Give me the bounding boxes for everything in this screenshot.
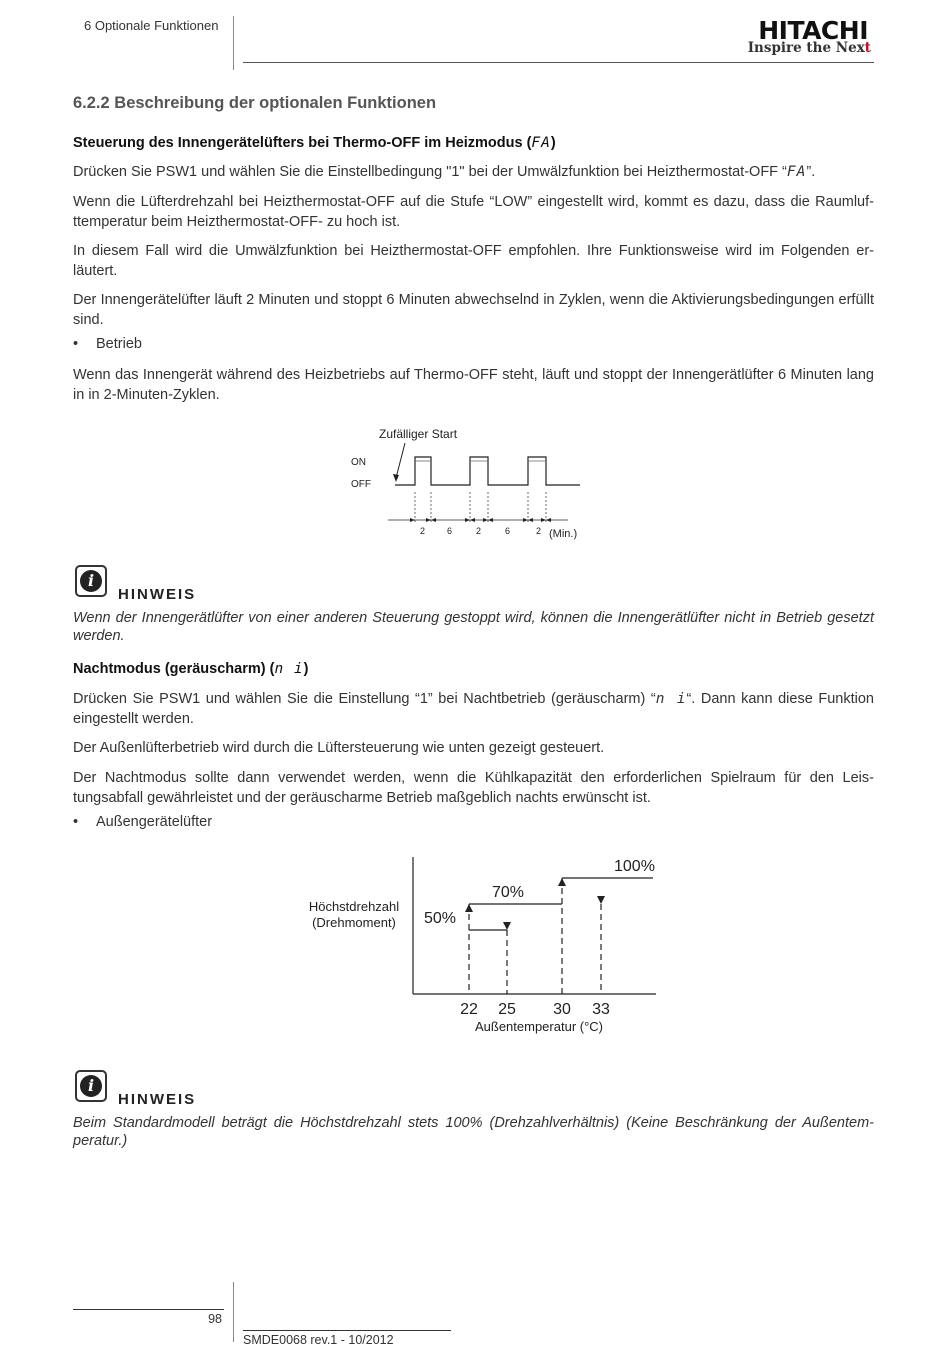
footer-rule-left bbox=[73, 1309, 224, 1310]
start-arrowhead bbox=[393, 474, 399, 482]
fan-paragraph-3: In diesem Fall wird die Umwälzfunktion bei Heizthermostat-OFF empfohlen. Ihre Funktionsweise wird im Folgenden erläutert. bbox=[73, 243, 874, 279]
bullet-item: • Außengerätelüfter bbox=[73, 814, 213, 830]
threshold-lines bbox=[469, 878, 601, 994]
header-section-title: 6 Optionale Funktionen bbox=[84, 18, 219, 33]
x-tick-label: 30 bbox=[553, 1001, 571, 1018]
brand-logo: HITACHI bbox=[758, 16, 868, 45]
display-code: n i bbox=[655, 691, 687, 707]
off-label: OFF bbox=[351, 479, 371, 490]
unit-label: (Min.) bbox=[549, 528, 578, 540]
timing-diagram bbox=[340, 420, 600, 545]
note-title: HINWEIS bbox=[118, 586, 197, 603]
header-rule bbox=[243, 62, 874, 63]
fan-paragraph-1: Drücken Sie PSW1 und wählen Sie die Einstellbedingung "1" bei der Umwälzfunktion bei Heizthermostat-OFF “FA”. bbox=[73, 164, 816, 180]
x-tick-label: 22 bbox=[460, 1001, 478, 1018]
note-title: HINWEIS bbox=[118, 1091, 197, 1108]
fan-speed-step-chart bbox=[300, 850, 670, 1040]
night-paragraph-3: Der Nachtmodus sollte dann verwendet werden, wenn die Kühlkapazität den erforderlichen Spielraum für den Leistungsabfall gewährleistet und der geräuscharme Betrieb maßgeblich nachts erwünscht ist. bbox=[73, 770, 874, 806]
fan-paragraph-2: Wenn die Lüfterdrehzahl bei Heizthermostat-OFF auf die Stufe “LOW” eingestellt wird, kommt es dazu, dass die Raumlufttemperatur beim Heizthermostat-OFF- zu hoch ist. bbox=[73, 194, 874, 230]
night-section-heading: Nachtmodus (geräuscharm) (n i) bbox=[73, 661, 309, 677]
fan-section-heading: Steuerung des Innengerätelüfters bei Thermo-OFF im Heizmodus (FA) bbox=[73, 135, 556, 151]
header-divider bbox=[233, 16, 234, 70]
footer-divider bbox=[233, 1282, 234, 1342]
fan-paragraph-5: Wenn das Innengerät während des Heizbetriebs auf Thermo-OFF steht, läuft und stoppt der Innengerätlüfter 6 Minuten lang in in 2-Minuten-Zyklen. bbox=[73, 367, 874, 403]
level-label: 50% bbox=[424, 910, 457, 927]
footer-rule-right bbox=[243, 1330, 451, 1331]
bullet-item: • Betrieb bbox=[73, 336, 142, 352]
display-code: FA bbox=[786, 164, 807, 180]
display-code: n i bbox=[274, 661, 304, 677]
info-icon: i bbox=[75, 565, 107, 597]
x-axis-label: Außentemperatur (°C) bbox=[474, 1019, 604, 1034]
interval-label: 2 bbox=[420, 526, 426, 536]
random-start-label: Zufälliger Start bbox=[379, 427, 458, 441]
x-tick-label: 25 bbox=[498, 1001, 516, 1018]
on-label: ON bbox=[351, 457, 366, 468]
start-pointer bbox=[396, 443, 405, 478]
fan-paragraph-4: Der Innengerätelüfter läuft 2 Minuten und stoppt 6 Minuten abwechselnd in Zyklen, wenn die Aktivierungsbedingungen erfüllt sind. bbox=[73, 292, 874, 328]
y-axis-label: Höchstdrehzahl bbox=[308, 899, 400, 914]
interval-label: 2 bbox=[476, 526, 482, 536]
note-text: Beim Standardmodell beträgt die Höchstdrehzahl stets 100% (Drehzahlverhältnis) (Keine Beschränkung der Außentemperatur.) bbox=[73, 1115, 874, 1149]
night-paragraph-2: Der Außenlüfterbetrieb wird durch die Lüftersteuerung wie unten gezeigt gesteuert. bbox=[73, 740, 605, 756]
interval-label: 2 bbox=[536, 526, 542, 536]
interval-label: 6 bbox=[505, 526, 511, 536]
x-tick-label: 33 bbox=[592, 1001, 610, 1018]
brand-tagline: Inspire the Next bbox=[747, 40, 871, 56]
document-id: SMDE0068 rev.1 - 10/2012 bbox=[243, 1333, 394, 1347]
page-number: 98 bbox=[208, 1312, 222, 1326]
level-label: 100% bbox=[614, 858, 655, 875]
info-icon: i bbox=[75, 1070, 107, 1102]
section-title: 6.2.2 Beschreibung der optionalen Funktionen bbox=[73, 94, 437, 112]
note-text: Wenn der Innengerätlüfter von einer anderen Steuerung gestoppt wird, können die Innengerätlüfter nicht in Betrieb gesetzt werden. bbox=[73, 610, 874, 644]
y-axis-label: (Drehmoment) bbox=[312, 915, 396, 930]
level-label: 70% bbox=[492, 884, 525, 901]
interval-label: 6 bbox=[447, 526, 453, 536]
display-code: FA bbox=[531, 135, 551, 151]
night-paragraph-1: Drücken Sie PSW1 und wählen Sie die Einstellung “1” bei Nachtbetrieb (geräuscharm) “n i“. Dann kann diese Funktion eingestellt werden. bbox=[73, 691, 874, 727]
